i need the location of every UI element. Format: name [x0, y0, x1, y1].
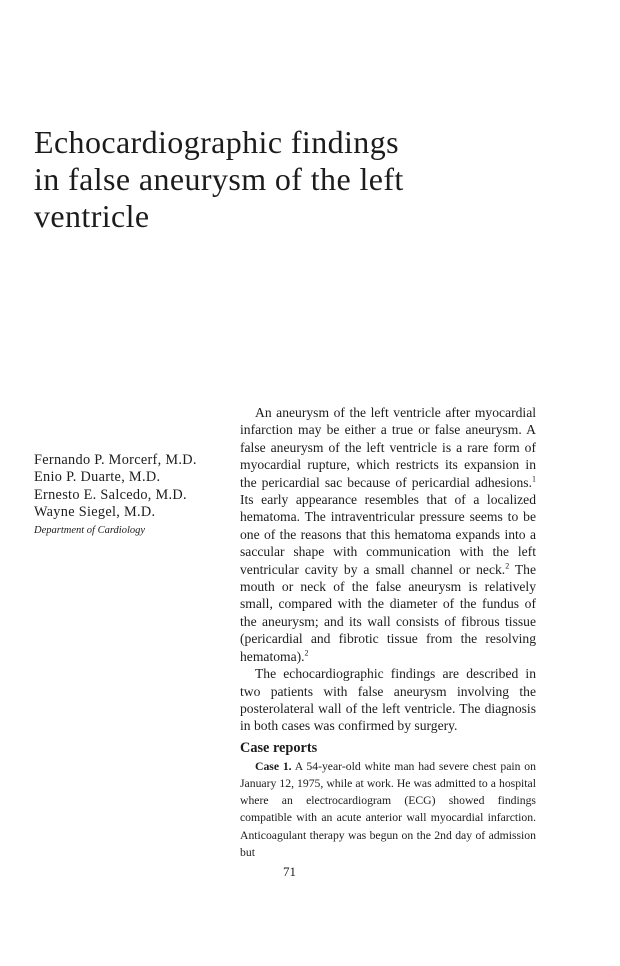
intro-text: Its early appearance resembles that of a localized hematoma. The intraventricular pressure seems to be one of the reasons that this hematoma expands into a saccular shape with communication with the left ventricular cavity by a small channel or neck. [240, 492, 536, 577]
title-line: in false aneurysm of the left [34, 161, 404, 197]
intro-text: The mouth or neck of the false aneurysm is relatively small, compared with the diameter of the fundus of the aneurysm; and its wall consists of fibrous tissue (pericardial and fibrotic tissue from the resolving hematoma). [240, 561, 537, 664]
author-list [34, 452, 234, 536]
page-number: 71 [283, 864, 296, 879]
reference-marker: 1 [532, 474, 536, 484]
title-line: Echocardiographic findings [34, 124, 399, 160]
title-line: ventricle [34, 198, 150, 234]
case-label: Case 1. [255, 759, 292, 773]
intro-paragraph [240, 404, 536, 665]
author-name: Enio P. Duarte, M.D. [34, 469, 161, 486]
author-name: Wayne Siegel, M.D. [34, 504, 156, 521]
author-name: Ernesto E. Salcedo, M.D. [34, 486, 187, 503]
case-text: A 54-year-old white man had severe chest pain on January 12, 1975, while at work. He was admitted to a hospital where an electrocardiogram (ECG) showed findings compatible with an acute anterior wall myocardial infarction. Anticoagulant therapy was begun on the 2nd day of admission but [240, 759, 536, 859]
article-title [34, 124, 494, 235]
case-paragraph [240, 758, 536, 861]
section-heading: Case reports [240, 739, 318, 756]
body-text-column [240, 404, 536, 861]
intro-text: An aneurysm of the left ventricle after myocardial infarction may be either a true or false aneurysm. A false aneurysm of the left ventricle is a rare form of myocardial rupture, which restricts its expansion in the pericardial sac because of pericardial adhesions. [240, 405, 536, 490]
reference-marker: 2 [505, 561, 510, 571]
reference-marker: 2 [304, 648, 309, 658]
intro-paragraph-2: The echocardiographic findings are described in two patients with false aneurysm involving the posterolateral wall of the left ventricle. The diagnosis in both cases was confirmed by surgery. [240, 666, 536, 734]
author-name: Fernando P. Morcerf, M.D. [34, 452, 197, 468]
department: Department of Cardiology [34, 524, 146, 536]
